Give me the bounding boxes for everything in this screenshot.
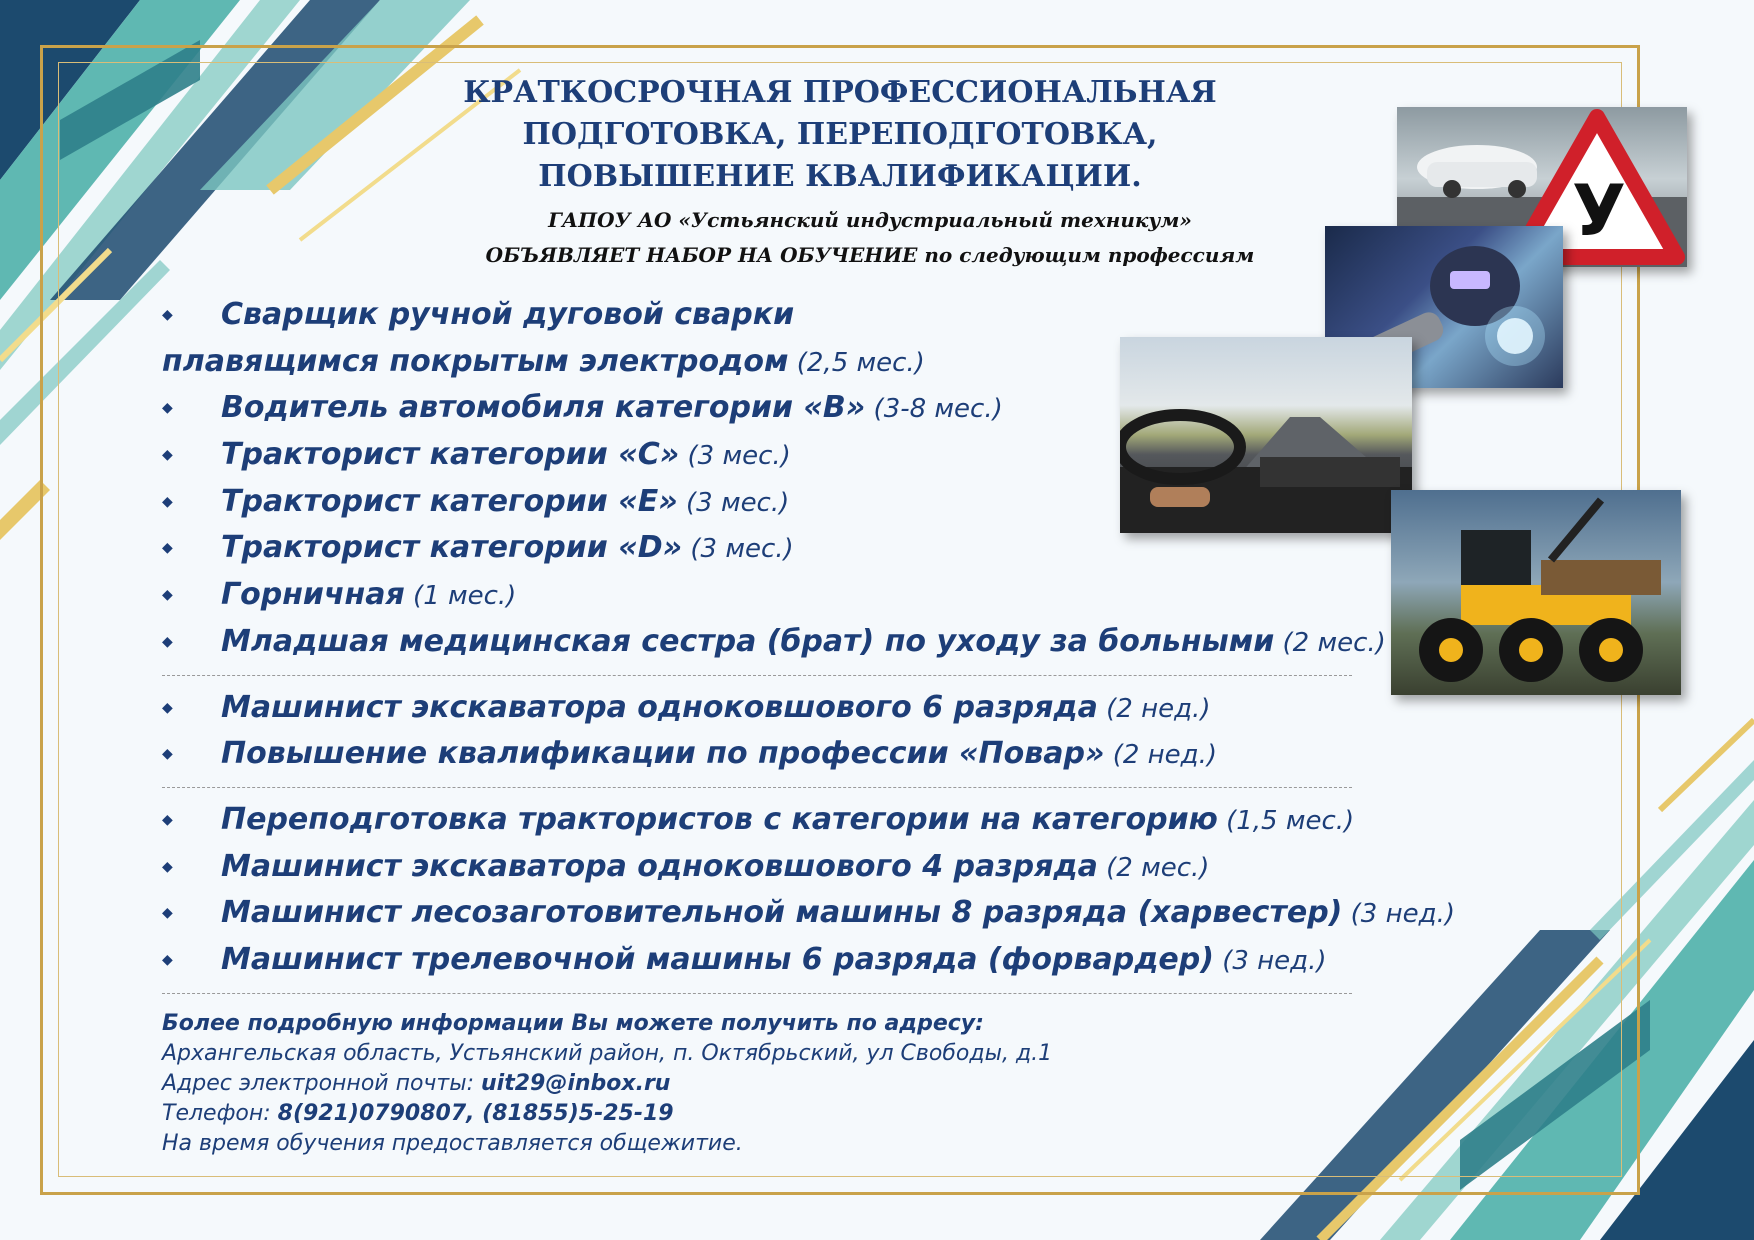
contact-info — [162, 1009, 1262, 1159]
organization-name: ГАПОУ АО «Устьянский индустриальный техникум» — [548, 208, 1192, 232]
program-duration: (2,5 мес.) — [788, 347, 925, 378]
diamond-bullet-icon: ◆ — [162, 493, 173, 510]
diamond-bullet-icon: ◆ — [162, 746, 173, 763]
program-duration: (3 нед.) — [1342, 899, 1455, 930]
program-duration: (2 нед.) — [1104, 740, 1218, 771]
page-title — [400, 72, 1280, 198]
diamond-bullet-icon: ◆ — [162, 447, 173, 464]
diamond-bullet-icon: ◆ — [162, 307, 173, 323]
program-name: Сварщик ручной дуговой сварки — [221, 297, 795, 332]
program-duration: (2 мес.) — [1097, 852, 1210, 883]
diamond-bullet-icon: ◆ — [162, 633, 173, 650]
program-duration: (1,5 мес.) — [1217, 805, 1355, 836]
announcement-text: ОБЪЯВЛЯЕТ НАБОР НА ОБУЧЕНИЕ по следующим профессиям — [485, 243, 1255, 267]
dormitory-note: На время обучения предоставляется общежитие. — [162, 1131, 743, 1156]
program-name: Повышение квалификации по профессии «Повар» — [221, 736, 1105, 772]
program-item — [162, 731, 1472, 778]
contact-email-line — [162, 1069, 1262, 1099]
sign-letter: У — [1572, 170, 1626, 252]
diamond-bullet-icon: ◆ — [162, 587, 173, 604]
program-name: Водитель автомобиля категории «В» — [221, 390, 866, 426]
program-item — [162, 385, 1472, 432]
phone-number[interactable]: 8(921)0790807, (81855)5-25-19 — [277, 1101, 674, 1126]
diamond-bullet-icon: ◆ — [162, 858, 173, 875]
contact-address: Архангельская область, Устьянский район, п. Октябрьский, ул Свободы, д.1 — [162, 1041, 1053, 1066]
contact-phone-line — [162, 1099, 1262, 1129]
diamond-bullet-icon: ◆ — [162, 811, 173, 828]
diamond-bullet-icon: ◆ — [162, 905, 173, 922]
program-duration: (3 мес.) — [679, 441, 791, 472]
program-name: Младшая медицинская сестра (брат) по уходу за больными — [221, 623, 1275, 659]
program-duration: (1 мес.) — [404, 581, 517, 612]
title-line-3: ПОВЫШЕНИЕ КВАЛИФИКАЦИИ. — [538, 159, 1142, 194]
program-item — [162, 292, 1472, 339]
program-item — [162, 432, 1472, 479]
diamond-bullet-icon: ◆ — [162, 699, 173, 716]
program-item — [162, 619, 1472, 666]
program-name: Горничная — [221, 577, 405, 613]
program-duration: (2 нед.) — [1097, 693, 1211, 724]
program-name: Тракторист категории «D» — [221, 530, 683, 566]
program-name: Тракторист категории «С» — [221, 437, 680, 473]
program-item — [162, 797, 1472, 844]
program-item — [162, 844, 1472, 891]
program-duration: (2 мес.) — [1274, 627, 1386, 658]
program-item — [162, 479, 1472, 526]
program-item — [162, 525, 1472, 572]
program-list — [162, 292, 1472, 1003]
program-name: Машинист трелевочной машины 6 разряда (форвардер) — [221, 941, 1214, 977]
diamond-bullet-icon: ◆ — [162, 951, 173, 968]
program-duration: (3 мес.) — [682, 534, 794, 565]
program-item — [162, 685, 1472, 732]
section-separator — [162, 675, 1352, 676]
diamond-bullet-icon: ◆ — [162, 540, 173, 557]
program-name: Машинист экскаватора одноковшового 4 разряда — [221, 848, 1098, 884]
program-name: Переподготовка трактористов с категории на категорию — [221, 801, 1218, 837]
section-separator — [162, 787, 1352, 788]
program-item — [162, 937, 1472, 984]
email-label: Адрес электронной почты: — [162, 1071, 481, 1096]
title-line-1: КРАТКОСРОЧНАЯ ПРОФЕССИОНАЛЬНАЯ — [463, 75, 1217, 110]
section-separator — [162, 993, 1352, 994]
program-name: плавящимся покрытым электродом — [162, 343, 789, 379]
program-duration: (3 нед.) — [1213, 945, 1327, 976]
title-line-2: ПОДГОТОВКА, ПЕРЕПОДГОТОВКА, — [522, 117, 1158, 152]
diamond-bullet-icon: ◆ — [162, 400, 173, 417]
program-item — [162, 572, 1472, 619]
program-item — [162, 339, 1472, 386]
program-name: Тракторист категории «Е» — [221, 483, 678, 519]
program-duration: (3 мес.) — [677, 487, 790, 518]
program-item — [162, 890, 1472, 937]
contact-intro: Более подробную информации Вы можете получить по адресу: — [162, 1011, 984, 1036]
program-duration: (3-8 мес.) — [865, 394, 1003, 425]
phone-label: Телефон: — [162, 1101, 278, 1126]
program-name: Машинист лесозаготовительной машины 8 разряда (харвестер) — [221, 895, 1343, 931]
email-link[interactable]: uit29@inbox.ru — [481, 1071, 671, 1096]
program-name: Машинист экскаватора одноковшового 6 разряда — [221, 689, 1098, 725]
